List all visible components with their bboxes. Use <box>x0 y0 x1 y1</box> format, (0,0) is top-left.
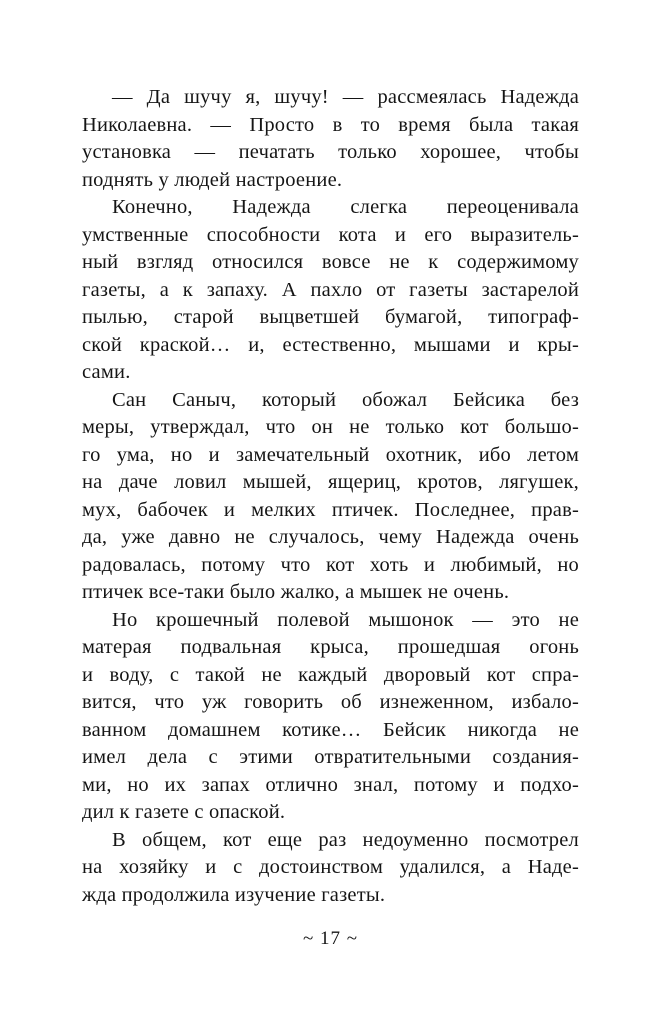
text-line: пылью, старой выцветшей бумагой, типограф- <box>82 306 579 328</box>
text-line: и воду, с такой не каждый дворовый кот спра- <box>82 663 579 686</box>
paragraph <box>82 84 579 194</box>
text-line: Сан Саныч, который обожал Бейсика без <box>112 388 579 411</box>
text-line: на даче ловил мышей, ящериц, кротов, лягушек, <box>82 471 579 493</box>
text-line: птичек все-таки было жалко, а мышек не очень. <box>82 581 510 603</box>
text-line: — Да шучу я, шучу! — рассмеялась Надежда <box>112 86 579 108</box>
text-line: Николаевна. — Просто в то время была такая <box>82 113 579 136</box>
text-line: поднять у людей настроение. <box>82 168 343 191</box>
text-line: установка — печатать только хорошее, чтобы <box>82 141 579 163</box>
text-line: ванном домашнем котике… Бейсик никогда не <box>82 718 579 741</box>
text-line: да, уже давно не случалось, чему Надежда очень <box>82 526 579 548</box>
text-line: мух, бабочек и мелких птичек. Последнее, прав- <box>82 498 579 521</box>
text-line: меры, утверждал, что он не только кот большо- <box>82 416 579 438</box>
text-line: матерая подвальная крыса, прошедшая огонь <box>82 636 579 658</box>
text-line: В общем, кот еще раз недоуменно посмотрел <box>112 828 579 851</box>
text-line: ный взгляд относился вовсе не к содержимому <box>82 251 579 273</box>
text-line: умственные способности кота и его выразитель- <box>82 223 579 246</box>
paragraph <box>82 827 579 910</box>
text-line: радовалась, потому что кот хоть и любимый, но <box>82 553 579 576</box>
text-line: го ума, но и замечательный охотник, ибо летом <box>82 443 579 466</box>
text-line: жда продолжила изучение газеты. <box>82 883 386 906</box>
paragraph <box>82 387 579 607</box>
text-line: имел дела с этими отвратительными создания- <box>82 746 579 768</box>
paragraph <box>82 194 579 387</box>
text-line: сами. <box>82 361 131 383</box>
text-line: ской краской… и, естественно, мышами и кры- <box>82 333 579 356</box>
page-number: ~ 17 ~ <box>302 928 359 949</box>
text-line: Конечно, Надежда слегка переоценивала <box>112 196 579 218</box>
page-text <box>82 84 579 909</box>
text-line: Но крошечный полевой мышонок — это не <box>112 608 579 631</box>
text-line: вится, что уж говорить об изнеженном, избало- <box>82 691 579 713</box>
text-line: на хозяйку и с достоинством удалился, а Наде- <box>82 856 579 878</box>
text-line: дил к газете с опаской. <box>82 801 286 823</box>
text-line: газеты, а к запаху. А пахло от газеты застарелой <box>82 278 579 301</box>
text-line: ми, но их запах отлично знал, потому и подхо- <box>82 773 579 796</box>
paragraph <box>82 607 579 827</box>
